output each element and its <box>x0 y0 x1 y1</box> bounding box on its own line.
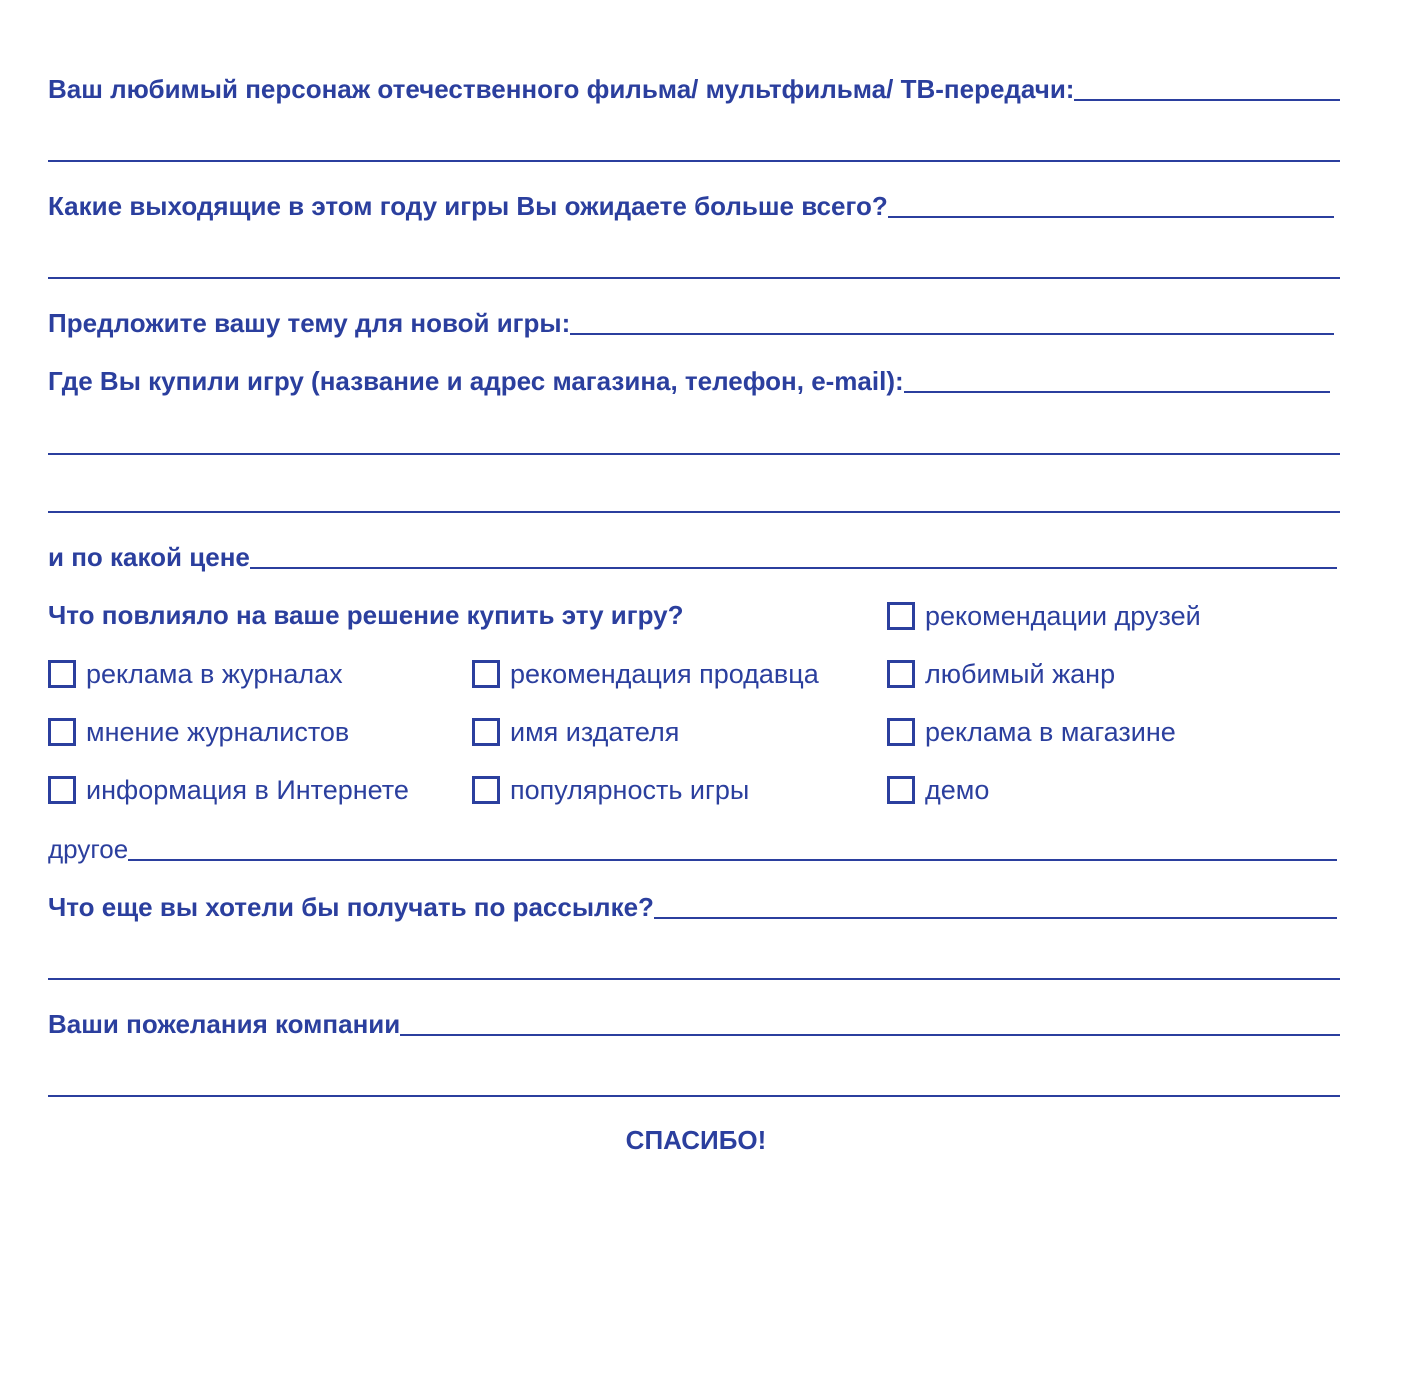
question-label: другое <box>48 834 129 864</box>
question-label: Ваши пожелания компании <box>48 1009 401 1039</box>
question-label: и по какой цене <box>48 542 250 572</box>
checkbox-box[interactable] <box>472 660 500 688</box>
checkbox-label: имя издателя <box>510 717 680 747</box>
checkbox-box[interactable] <box>48 776 76 804</box>
question-wishes <box>48 1009 1340 1039</box>
question-other <box>48 834 1337 864</box>
checkbox-label: рекомендации друзей <box>925 601 1201 631</box>
answer-line[interactable] <box>48 160 1340 162</box>
checkbox-box[interactable] <box>472 718 500 746</box>
question-label: Какие выходящие в этом году игры Вы ожидаете больше всего? <box>48 191 888 221</box>
question-mailing <box>48 892 1337 922</box>
checkbox-seller-recommendation[interactable] <box>472 659 819 689</box>
answer-line[interactable] <box>48 1095 1340 1097</box>
checkbox-box[interactable] <box>887 718 915 746</box>
checkbox-box[interactable] <box>887 660 915 688</box>
answer-line[interactable] <box>48 277 1340 279</box>
checkbox-internet-info[interactable] <box>48 775 409 805</box>
answer-line[interactable] <box>48 511 1340 513</box>
checkbox-publisher-name[interactable] <box>472 717 679 747</box>
checkbox-journalists-opinion[interactable] <box>48 717 349 747</box>
question-purchase-influence <box>48 600 684 630</box>
checkbox-box[interactable] <box>887 602 915 630</box>
checkbox-store-ads[interactable] <box>887 717 1176 747</box>
checkbox-magazine-ads[interactable] <box>48 659 343 689</box>
answer-line[interactable] <box>48 453 1340 455</box>
checkbox-label: демо <box>925 775 990 805</box>
question-expected-games <box>48 191 1334 221</box>
checkbox-game-popularity[interactable] <box>472 775 749 805</box>
question-label: Ваш любимый персонаж отечественного фильма/ мультфильма/ ТВ-передачи: <box>48 74 1075 104</box>
checkbox-label: реклама в магазине <box>925 717 1176 747</box>
checkbox-label: любимый жанр <box>925 659 1116 689</box>
checkbox-label: мнение журналистов <box>86 717 350 747</box>
question-label: Что повлияло на ваше решение купить эту игру? <box>48 600 684 630</box>
question-new-topic <box>48 308 1334 338</box>
question-favorite-character <box>48 74 1340 104</box>
answer-line[interactable] <box>904 389 1330 393</box>
checkbox-friends-recommendation[interactable] <box>887 601 1201 631</box>
answer-line[interactable] <box>654 915 1337 919</box>
answer-line[interactable] <box>888 214 1334 218</box>
question-label: Что еще вы хотели бы получать по рассылке? <box>48 892 654 922</box>
checkbox-demo[interactable] <box>887 775 989 805</box>
question-where-bought <box>48 366 1330 396</box>
checkbox-box[interactable] <box>887 776 915 804</box>
checkbox-label: популярность игры <box>510 775 750 805</box>
checkbox-label: информация в Интернете <box>86 775 409 805</box>
checkbox-box[interactable] <box>472 776 500 804</box>
checkbox-label: рекомендация продавца <box>510 659 819 689</box>
question-label: Где Вы купили игру (название и адрес магазина, телефон, e-mail): <box>48 366 904 396</box>
answer-line[interactable] <box>1074 97 1340 101</box>
answer-line[interactable] <box>400 1032 1340 1036</box>
answer-line[interactable] <box>570 331 1334 335</box>
answer-line[interactable] <box>48 978 1340 980</box>
checkbox-box[interactable] <box>48 718 76 746</box>
thank-you-text: СПАСИБО! <box>625 1125 767 1155</box>
question-price <box>48 542 1337 572</box>
question-label: Предложите вашу тему для новой игры: <box>48 308 571 338</box>
checkbox-label: реклама в журналах <box>86 659 343 689</box>
checkbox-box[interactable] <box>48 660 76 688</box>
answer-line[interactable] <box>128 857 1337 861</box>
answer-line[interactable] <box>250 565 1337 569</box>
checkbox-favorite-genre[interactable] <box>887 659 1115 689</box>
